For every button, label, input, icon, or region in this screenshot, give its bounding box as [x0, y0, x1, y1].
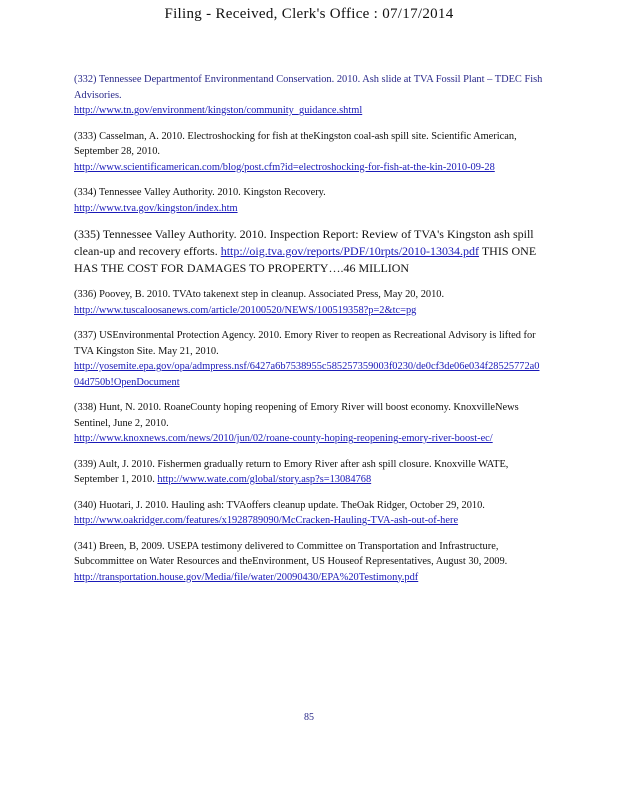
- reference-item: [74, 498, 544, 529]
- reference-text: (338) Hunt, N. 2010. RoaneCounty hoping reopening of Emory River will boost economy. KnoxvilleNews Sentinel, June 2, 2010.: [74, 402, 519, 429]
- reference-item: [74, 539, 544, 586]
- reference-item: [74, 400, 544, 447]
- reference-link[interactable]: http://www.tva.gov/kingston/index.htm: [74, 202, 238, 214]
- reference-text: (335) Tennessee Valley Authority. 2010. Inspection Report: Review of TVA's Kingston ash spill clean-up and recovery efforts.: [74, 227, 534, 258]
- reference-text: (337) USEnvironmental Protection Agency. 2010. Emory River to reopen as Recreational Advisory is lifted for TVA Kingston Site. May 21, 2010.: [74, 330, 536, 357]
- reference-link[interactable]: http://www.wate.com/global/story.asp?s=13084768: [157, 474, 372, 485]
- reference-note: THIS ONE HAS THE COST FOR DAMAGES TO PROPERTY….46 MILLION: [74, 244, 537, 275]
- reference-text: (334) Tennessee Valley Authority. 2010. Kingston Recovery.: [74, 187, 326, 198]
- reference-item: [74, 185, 544, 216]
- page-number: 85: [304, 712, 314, 723]
- reference-item: [74, 226, 544, 277]
- reference-text: (336) Poovey, B. 2010. TVAto takenext step in cleanup. Associated Press, May 20, 2010.: [74, 289, 445, 300]
- reference-link[interactable]: http://www.scientificamerican.com/blog/post.cfm?id=electroshocking-for-fish-at-the-kin-2010-09-28: [74, 161, 495, 173]
- reference-text: (339) Ault, J. 2010. Fishermen gradually return to Emory River after ash spill closure. Knoxville WATE, September 1, 2010.: [74, 458, 509, 485]
- reference-item: [74, 72, 544, 119]
- reference-text: (333) Casselman, A. 2010. Electroshocking for fish at theKingston coal-ash spill site. Scientific American, September 28, 2010.: [74, 130, 517, 157]
- reference-link[interactable]: http://transportation.house.gov/Media/file/water/20090430/EPA%20Testimony.pdf: [74, 571, 419, 583]
- reference-text: (341) Breen, B, 2009. USEPA testimony delivered to Committee on Transportation and Infrastructure, Subcommittee on Water Resources and theEnvironment, US Houseof Representatives, August 30, 2009.: [74, 540, 508, 567]
- reference-link[interactable]: http://www.knoxnews.com/news/2010/jun/02/roane-county-hoping-reopening-emory-river-boost-ec/: [74, 433, 493, 444]
- reference-item: [74, 457, 544, 488]
- reference-link[interactable]: http://yosemite.epa.gov/opa/admpress.nsf/6427a6b7538955c585257359003f0230/de0cf3de06e034f28525772a004d750b!OpenDocument: [74, 361, 540, 388]
- reference-link[interactable]: http://www.oakridger.com/features/x1928789090/McCracken-Hauling-TVA-ash-out-of-here: [74, 515, 459, 526]
- reference-text: (340) Huotari, J. 2010. Hauling ash: TVAoffers cleanup update. TheOak Ridger, October 29, 2010.: [74, 499, 485, 511]
- reference-link[interactable]: http://oig.tva.gov/reports/PDF/10rpts/2010-13034.pdf: [220, 244, 480, 258]
- reference-item: [74, 287, 544, 318]
- reference-list: [74, 72, 544, 595]
- filing-header: Filing - Received, Clerk's Office : 07/17/2014: [164, 6, 454, 22]
- reference-text: (332) Tennessee Departmentof Environmentand Conservation. 2010. Ash slide at TVA Fossil Plant – TDEC Fish Advisories.: [74, 74, 543, 101]
- reference-link[interactable]: http://www.tn.gov/environment/kingston/community_guidance.shtml: [74, 105, 363, 116]
- reference-item: [74, 328, 544, 390]
- reference-link[interactable]: http://www.tuscaloosanews.com/article/20100520/NEWS/100519358?p=2&tc=pg: [74, 304, 417, 316]
- reference-item: [74, 129, 544, 176]
